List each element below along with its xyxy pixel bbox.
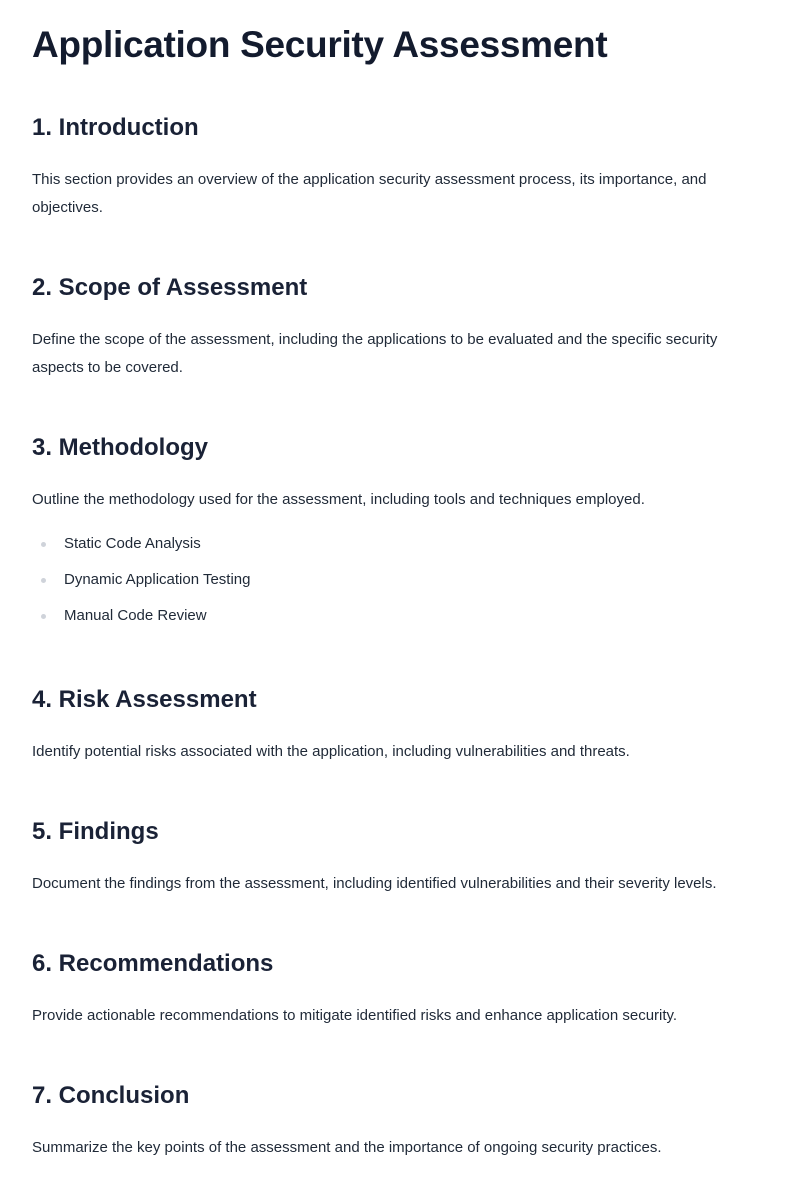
list-item-label: Dynamic Application Testing — [64, 571, 251, 588]
section-risk-assessment — [32, 684, 768, 766]
section-conclusion — [32, 1080, 768, 1162]
section-scope — [32, 272, 768, 382]
section-body: Identify potential risks associated with the application, including vulnerabilities and threats. — [32, 743, 630, 760]
section-body: Outline the methodology used for the assessment, including tools and techniques employed. — [32, 491, 645, 508]
section-heading: 5. Findings — [32, 818, 159, 845]
section-introduction — [32, 112, 768, 222]
section-body: Document the findings from the assessment, including identified vulnerabilities and their severity levels. — [32, 875, 717, 892]
section-findings — [32, 816, 768, 898]
list-item-label: Manual Code Review — [64, 607, 207, 624]
bullet-icon — [41, 578, 46, 583]
section-methodology — [32, 432, 768, 642]
section-body: Summarize the key points of the assessment and the importance of ongoing security practices. — [32, 1139, 662, 1156]
list-item-label: Static Code Analysis — [64, 535, 201, 552]
section-body: This section provides an overview of the application security assessment process, its importance, and objectives. — [32, 171, 707, 216]
list-item — [32, 606, 768, 626]
section-recommendations — [32, 948, 768, 1030]
bullet-icon — [41, 542, 46, 547]
section-heading: 3. Methodology — [32, 434, 208, 461]
section-heading: 7. Conclusion — [32, 1082, 190, 1109]
section-heading: 1. Introduction — [32, 114, 199, 141]
list-item — [32, 570, 768, 590]
section-heading: 2. Scope of Assessment — [32, 274, 308, 301]
section-heading: 6. Recommendations — [32, 950, 274, 977]
methodology-list — [32, 534, 768, 626]
section-heading: 4. Risk Assessment — [32, 686, 257, 713]
section-body: Provide actionable recommendations to mitigate identified risks and enhance application security. — [32, 1007, 678, 1024]
list-item — [32, 534, 768, 554]
section-body: Define the scope of the assessment, including the applications to be evaluated and the specific security aspects to be covered. — [32, 331, 718, 376]
bullet-icon — [41, 614, 46, 619]
page-title: Application Security Assessment — [32, 24, 608, 65]
